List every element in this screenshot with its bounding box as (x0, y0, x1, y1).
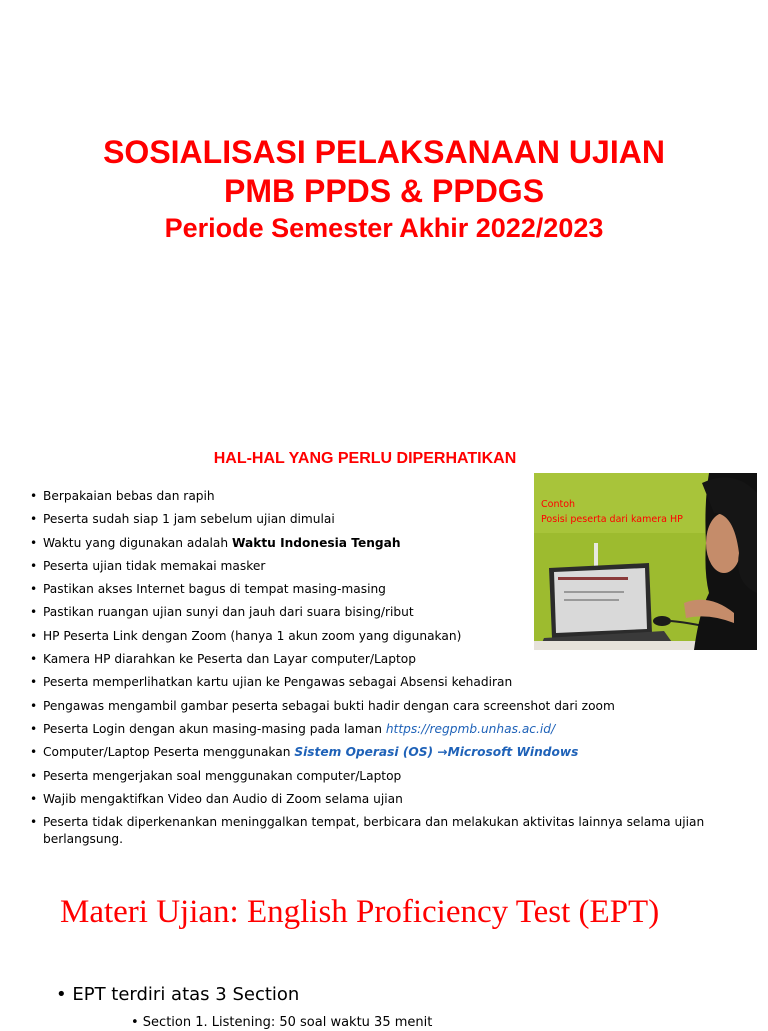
list-item: • Berpakaian bebas dan rapih (30, 489, 215, 503)
ept-sub-bullet: • Section 1. Listening: 50 soal waktu 35 menit (131, 1015, 433, 1030)
list-item: • HP Peserta Link dengan Zoom (hanya 1 akun zoom yang digunakan) (30, 628, 462, 643)
title-line-1: SOSIALISASI PELAKSANAAN UJIAN (103, 134, 665, 170)
title-block (0, 133, 768, 245)
list-item: • Peserta tidak diperkenankan meninggalkan tempat, berbicara dan melakukan aktivitas lainnya selama ujian berlangsung. (30, 815, 705, 847)
arrow-right-icon: → (437, 745, 448, 760)
windows-text: Microsoft Windows (447, 745, 579, 760)
list-item: • Pastikan akses Internet bagus di tempat masing-masing (30, 582, 386, 597)
rules-list (30, 488, 760, 848)
list-item: • Kamera HP diarahkan ke Peserta dan Layar computer/Laptop (30, 652, 416, 667)
bullet-icon: • (30, 815, 38, 830)
timezone-text: Waktu Indonesia Tengah (232, 535, 401, 550)
bullet-icon: • (30, 768, 38, 783)
list-item: • Peserta Login dengan akun masing-masing pada laman https://regpmb.unhas.ac.id/ (30, 721, 556, 736)
bullet-icon: • (30, 489, 38, 503)
list-item: • Wajib mengaktifkan Video dan Audio di Zoom selama ujian (30, 791, 403, 806)
list-item: • Pengawas mengambil gambar peserta sebagai bukti hadir dengan cara screenshot dari zoom (30, 698, 615, 713)
bullet-icon: • (30, 721, 38, 736)
bullet-icon: • (30, 698, 38, 713)
list-item: • Peserta memperlihatkan kartu ujian ke Pengawas sebagai Absensi kehadiran (30, 675, 513, 690)
list-item: • Computer/Laptop Peserta menggunakan Sistem Operasi (OS) →Microsoft Windows (30, 745, 579, 760)
list-item: • Pastikan ruangan ujian sunyi dan jauh dari suara bising/ribut (30, 605, 414, 620)
bullet-icon: • (30, 652, 38, 667)
photo-caption-line-1: Contoh (541, 499, 576, 510)
bullet-icon: • (30, 582, 38, 597)
slide-2 (0, 862, 768, 1030)
os-text: Sistem Operasi (OS) (294, 745, 438, 760)
ept-title: Materi Ujian: English Proficiency Test (EPT) (60, 894, 660, 930)
bullet-icon: • (30, 558, 38, 573)
bullet-icon: • (30, 512, 38, 527)
bullet-icon: • (30, 675, 38, 690)
list-item: • Peserta ujian tidak memakai masker (30, 558, 266, 573)
registration-link[interactable]: https://regpmb.unhas.ac.id/ (385, 721, 556, 736)
section-heading: HAL-HAL YANG PERLU DIPERHATIKAN (213, 450, 517, 467)
bullet-icon: • (30, 745, 38, 760)
ept-bullet: • EPT terdiri atas 3 Section (56, 984, 300, 1005)
photo-caption-line-2: Posisi peserta dari kamera HP (541, 514, 683, 525)
bullet-icon: • (30, 535, 38, 550)
list-item: • Peserta mengerjakan soal menggunakan computer/Laptop (30, 768, 402, 783)
bullet-icon: • (30, 605, 38, 620)
title-period: Periode Semester Akhir 2022/2023 (164, 213, 604, 243)
title-line-2: PMB PPDS & PPDGS (223, 173, 545, 209)
bullet-icon: • (30, 628, 38, 643)
list-item: • Waktu yang digunakan adalah Waktu Indonesia Tengah (30, 535, 401, 550)
bullet-icon: • (30, 791, 38, 806)
list-item: • Peserta sudah siap 1 jam sebelum ujian dimulai (30, 512, 335, 527)
